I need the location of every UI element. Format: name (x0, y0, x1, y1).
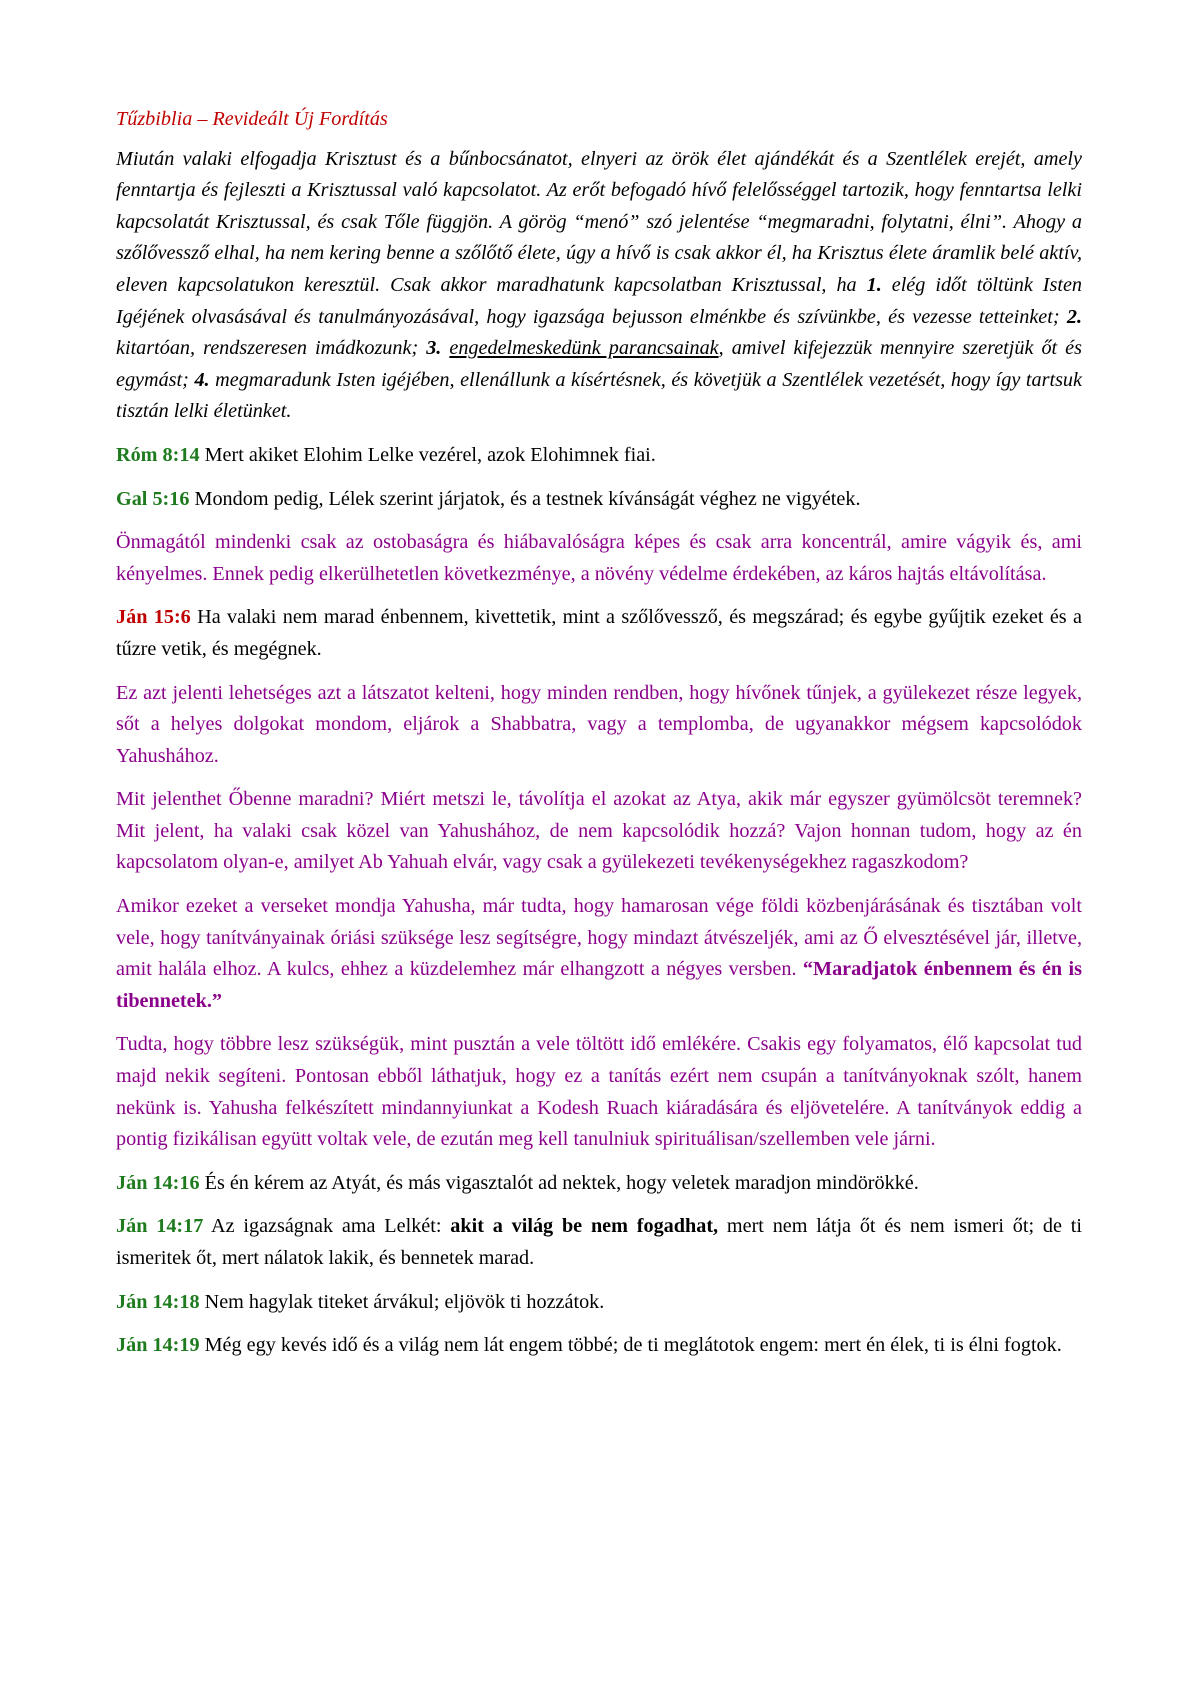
point-2-number: 2. (1066, 305, 1082, 328)
document-title: Tűzbiblia – Revideált Új Fordítás (116, 108, 388, 130)
verse-reference: Ján 14:16 (116, 1171, 200, 1194)
intro-text-2: elég időt töltünk Isten Igéjének olvasásával és tanulmányozásával, hogy igazsága bejusson elménkbe és szívünkbe, és vezesse tetteinket; (116, 273, 1082, 328)
intro-text-1: Miután valaki elfogadja Krisztust és a bűnbocsánatot, elnyeri az örök élet ajándékát és a Szentlélek erejét, amely fenntartja és fejleszti a Krisztussal való kapcsolatot. Az erőt befogadó hívő felelősséggel tartozik, hogy fenntartsa lelki kapcsolatát Krisztussal, és csak Tőle függjön. A görög “menó” szó jelentése “megmaradni, folytatni, élni”. Ahogy a szőlővessző elhal, ha nem kering benne a szőlőtő élete, úgy a hívő is csak akkor él, ha Krisztus élete áramlik belé aktív, eleven kapcsolatukon keresztül. Csak akkor maradhatunk kapcsolatban Krisztussal, ha (116, 147, 1082, 296)
document-page (116, 104, 1082, 1374)
quoted-verse: “Maradjatok énbennem és én is tibennetek.” (116, 958, 1082, 1012)
verse-reference: Ján 14:18 (116, 1290, 200, 1313)
verse-rom-8-14 (116, 440, 1082, 472)
intro-text-3: kitartóan, rendszeresen imádkozunk; (116, 337, 427, 360)
verse-jan-14-17 (116, 1211, 1082, 1274)
verse-text: Még egy kevés idő és a világ nem lát engem többé; de ti meglátotok engem: mert én élek, ti is élni fogtok. (199, 1334, 1062, 1357)
intro-text-5: , amivel kifejezzük mennyire szeretjük őt és egymást; (116, 337, 1082, 391)
verse-reference: Ján 15:6 (116, 606, 191, 629)
verse-reference: Ján 14:19 (116, 1334, 200, 1357)
verse-text: Ha valaki nem marad énbennem, kivettetik, mint a szőlővessző, és megszárad; és egybe gyűjtik ezeket és a tűzre vetik, és megégnek. (116, 606, 1082, 660)
verse-text: Mert akiket Elohim Lelke vezérel, azok Elohimnek fiai. (199, 443, 656, 466)
verse-reference: Róm 8:14 (116, 443, 200, 466)
verse-text: Az igazságnak ama Lelkét: (203, 1215, 451, 1238)
verse-reference: Ján 14:17 (116, 1215, 204, 1238)
commentary-paragraph-1: Önmagától mindenki csak az ostobaságra és hiábavalóságra képes és csak arra koncentrál, amire vágyik és, ami kényelmes. Ennek pedig elkerülhetetlen következménye, a növény védelme érdekében, az káros hajtás eltávolítása. (116, 531, 1082, 585)
verse-jan-14-19 (116, 1330, 1082, 1362)
verse-reference: Gal 5:16 (116, 487, 190, 510)
commentary-paragraph-5: Tudta, hogy többre lesz szükségük, mint pusztán a vele töltött idő emlékére. Csakis egy folyamatos, élő kapcsolat tud majd nekik segíteni. Pontosan ebből láthatjuk, hogy ez a tanítás ezért nem csupán a tanítványoknak szólt, hanem nekünk is. Yahusha felkészített mindannyiunkat a Kodesh Ruach kiáradására és eljövetelére. A tanítványok eddig a pontig fizikálisan együtt voltak vele, de ezután meg kell tanulniuk spirituálisan/szellemben vele járni. (116, 1033, 1082, 1151)
intro-paragraph (116, 144, 1082, 428)
verse-text: Nem hagylak titeket árvákul; eljövök ti hozzátok. (199, 1290, 605, 1313)
point-4-number: 4. (194, 368, 210, 391)
verse-jan-14-16 (116, 1168, 1082, 1200)
verse-jan-15-6 (116, 602, 1082, 665)
verse-text: És én kérem az Atyát, és más vigasztalót ad nektek, hogy veletek maradjon mindörökké. (199, 1171, 919, 1194)
verse-jan-14-18 (116, 1287, 1082, 1319)
point-3-number: 3. (426, 337, 442, 360)
verse-gal-5-16 (116, 484, 1082, 516)
verse-text: mert nem látja őt és nem ismeri őt; de ti ismeritek őt, mert nálatok lakik, és bennetek marad. (116, 1215, 1082, 1269)
intro-text-6: megmaradunk Isten igéjében, ellenállunk a kísértésnek, és követjük a Szentlélek vezetését, hogy így tartsuk tisztán lelki életünket. (116, 368, 1082, 423)
commentary-text: Amikor ezeket a verseket mondja Yahusha, már tudta, hogy hamarosan vége földi közbenjárásának és tisztában volt vele, hogy tanítványainak óriási szüksége lesz segítségre, hogy mindazt átvészeljék, ami az Ő elvesztésével jár, illetve, amit halála elhoz. A kulcs, ehhez a küzdelemhez már elhangzott a négyes versben. (116, 895, 1082, 981)
commentary-paragraph-2: Ez azt jelenti lehetséges azt a látszatot kelteni, hogy minden rendben, hogy hívőnek tűnjek, a gyülekezet része legyek, sőt a helyes dolgokat mondom, eljárok a Shabbatra, vagy a templomba, de ugyanakkor mégsem kapcsolódok Yahushához. (116, 681, 1082, 767)
underlined-phrase: engedelmeskedünk parancsainak (449, 337, 719, 360)
point-1-number: 1. (866, 273, 882, 296)
verse-text: Mondom pedig, Lélek szerint járjatok, és a testnek kívánságát véghez ne vigyétek. (189, 487, 861, 510)
verse-bold-text: akit a világ be nem fogadhat, (450, 1215, 719, 1238)
commentary-paragraph-4 (116, 891, 1082, 1017)
commentary-paragraph-3: Mit jelenthet Őbenne maradni? Miért metszi le, távolítja el azokat az Atya, akik már egyszer gyümölcsöt teremnek? Mit jelent, ha valaki csak közel van Yahushához, de nem kapcsolódik hozzá? Vajon honnan tudom, hogy az én kapcsolatom olyan-e, amilyet Ab Yahuah elvár, vagy csak a gyülekezeti tevékenységekhez ragaszkodom? (116, 788, 1082, 874)
